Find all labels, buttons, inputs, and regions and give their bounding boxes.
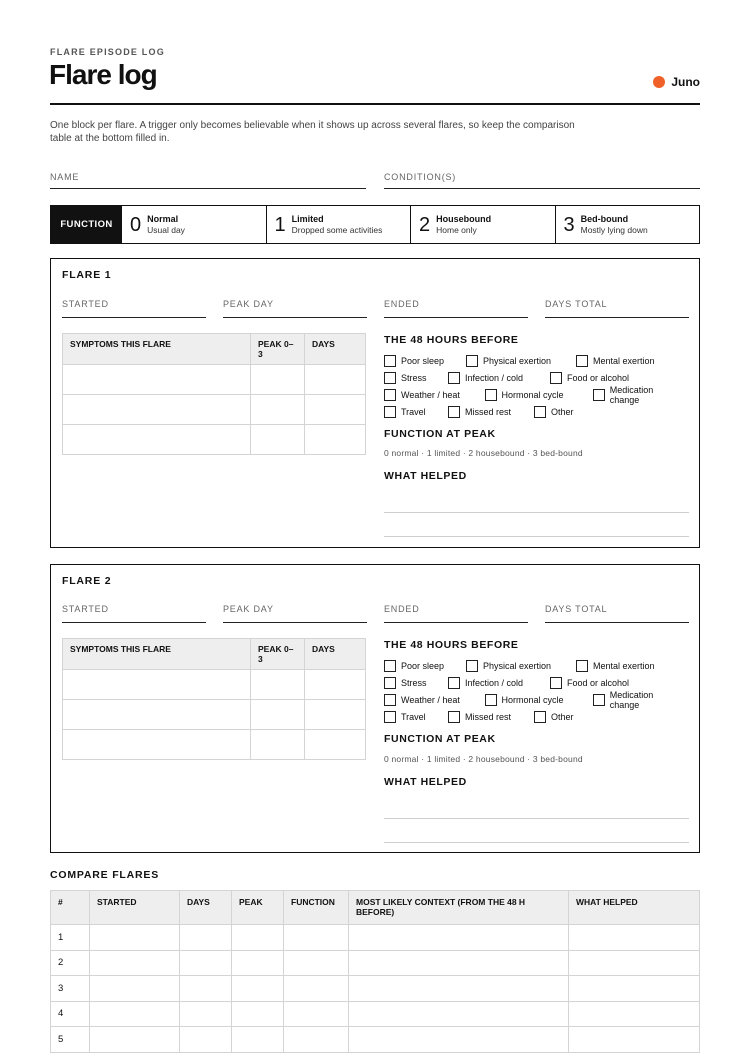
helped-line[interactable] [384,512,689,513]
checkbox[interactable] [384,406,396,418]
trigger-checklist: Poor sleep Physical exertion Mental exertion Stress Infection / cold Food or alcohol Weather / heat Hormonal cycle Medication change Travel Missed rest Other [384,657,694,725]
conditions-field[interactable]: CONDITION(S) [384,170,700,189]
days-total-field[interactable]: DAYS TOTAL [545,297,689,318]
compare-title: COMPARE FLARES [50,869,160,881]
checkbox[interactable] [593,389,605,401]
checkbox[interactable] [485,694,497,706]
checkbox[interactable] [448,711,460,723]
level-label: Housebound [436,213,492,224]
peak-header: PEAK 0–3 [251,334,305,365]
row-number: 1 [51,925,90,951]
function-note: 0 normal · 1 limited · 2 housebound · 3 bed-bound [384,754,583,764]
checkbox[interactable] [448,372,460,384]
function-level [266,206,411,243]
helped-line[interactable] [384,536,689,537]
checkbox[interactable] [576,355,588,367]
col-function: FUNCTION [284,891,349,925]
function-heading: FUNCTION AT PEAK [384,428,496,440]
brand-dot-icon [653,76,665,88]
col-number: # [51,891,90,925]
checkbox[interactable] [448,406,460,418]
level-label: Limited [291,213,324,224]
symptoms-header: SYMPTOMS THIS FLARE [63,334,251,365]
days-header: DAYS [305,639,366,670]
checkbox[interactable] [593,694,605,706]
function-heading: FUNCTION AT PEAK [384,733,496,745]
flare-block-1 [50,258,700,548]
table-row [63,670,366,700]
function-scale [50,205,700,244]
level-label: Normal [147,213,179,224]
function-level [122,206,266,243]
level-desc: Usual day [147,224,185,235]
function-note: 0 normal · 1 limited · 2 housebound · 3 bed-bound [384,448,583,458]
row-number: 3 [51,976,90,1002]
row-number: 5 [51,1027,90,1053]
peak-day-field[interactable]: PEAK DAY [223,602,367,623]
flare-block-2 [50,564,700,853]
flare-title: FLARE 2 [62,575,112,587]
checkbox[interactable] [384,694,396,706]
intro-text: One block per flare. A trigger only becomes believable when it shows up across several flares, so keep the comparison table at the bottom filled in. [50,120,575,144]
row-number: 2 [51,950,90,976]
level-desc: Dropped some activities [291,224,383,235]
table-row [51,950,700,976]
table-row [51,1027,700,1053]
level-desc: Home only [436,224,477,235]
checkbox[interactable] [485,389,497,401]
checkbox[interactable] [384,372,396,384]
level-number: 0 [130,213,142,236]
row-number: 4 [51,1001,90,1027]
checkbox[interactable] [448,677,460,689]
header-rule [50,103,700,105]
level-number: 1 [274,213,286,236]
col-peak: PEAK [232,891,284,925]
helped-heading: WHAT HELPED [384,776,467,788]
brand-name: Juno [671,75,700,89]
table-row [63,700,366,730]
before-heading: THE 48 HOURS BEFORE [384,639,519,651]
ended-field[interactable]: ENDED [384,602,528,623]
checkbox[interactable] [534,406,546,418]
checkbox[interactable] [550,677,562,689]
checkbox[interactable] [384,711,396,723]
before-heading: THE 48 HOURS BEFORE [384,334,519,346]
checkbox[interactable] [576,660,588,672]
checkbox[interactable] [384,389,396,401]
table-row [63,425,366,455]
trigger-checklist: Poor sleep Physical exertion Mental exertion Stress Infection / cold Food or alcohol Weather / heat Hormonal cycle Medication change Travel Missed rest Other [384,352,694,420]
peak-header: PEAK 0–3 [251,639,305,670]
symptoms-header: SYMPTOMS THIS FLARE [63,639,251,670]
checkbox[interactable] [466,355,478,367]
checkbox[interactable] [534,711,546,723]
brand [653,75,700,89]
helped-line[interactable] [384,818,689,819]
checkbox[interactable] [550,372,562,384]
eyebrow-label: FLARE EPISODE LOG [50,47,165,57]
symptoms-table [62,638,366,760]
symptoms-table [62,333,366,455]
function-scale-heading: FUNCTION [51,206,122,243]
level-desc: Mostly lying down [580,224,648,235]
table-row [63,365,366,395]
level-number: 3 [563,213,575,236]
page-title: Flare log [49,59,157,90]
col-helped: WHAT HELPED [569,891,700,925]
table-row [63,395,366,425]
table-row [51,1001,700,1027]
checkbox[interactable] [384,677,396,689]
started-field[interactable]: STARTED [62,602,206,623]
helped-heading: WHAT HELPED [384,470,467,482]
col-started: STARTED [90,891,180,925]
days-header: DAYS [305,334,366,365]
table-row [51,976,700,1002]
ended-field[interactable]: ENDED [384,297,528,318]
level-number: 2 [419,213,431,236]
flare-title: FLARE 1 [62,269,112,281]
col-context: MOST LIKELY CONTEXT (FROM THE 48 H BEFORE) [349,891,569,925]
level-label: Bed-bound [580,213,629,224]
function-level [555,206,700,243]
name-field[interactable]: NAME [50,170,366,189]
checkbox[interactable] [466,660,478,672]
days-total-field[interactable]: DAYS TOTAL [545,602,689,623]
compare-table [50,890,700,1053]
function-level [410,206,555,243]
col-days: DAYS [180,891,232,925]
checkbox[interactable] [384,355,396,367]
checkbox[interactable] [384,660,396,672]
table-row [63,730,366,760]
table-row [51,925,700,951]
started-field[interactable]: STARTED [62,297,206,318]
peak-day-field[interactable]: PEAK DAY [223,297,367,318]
helped-line[interactable] [384,842,689,843]
